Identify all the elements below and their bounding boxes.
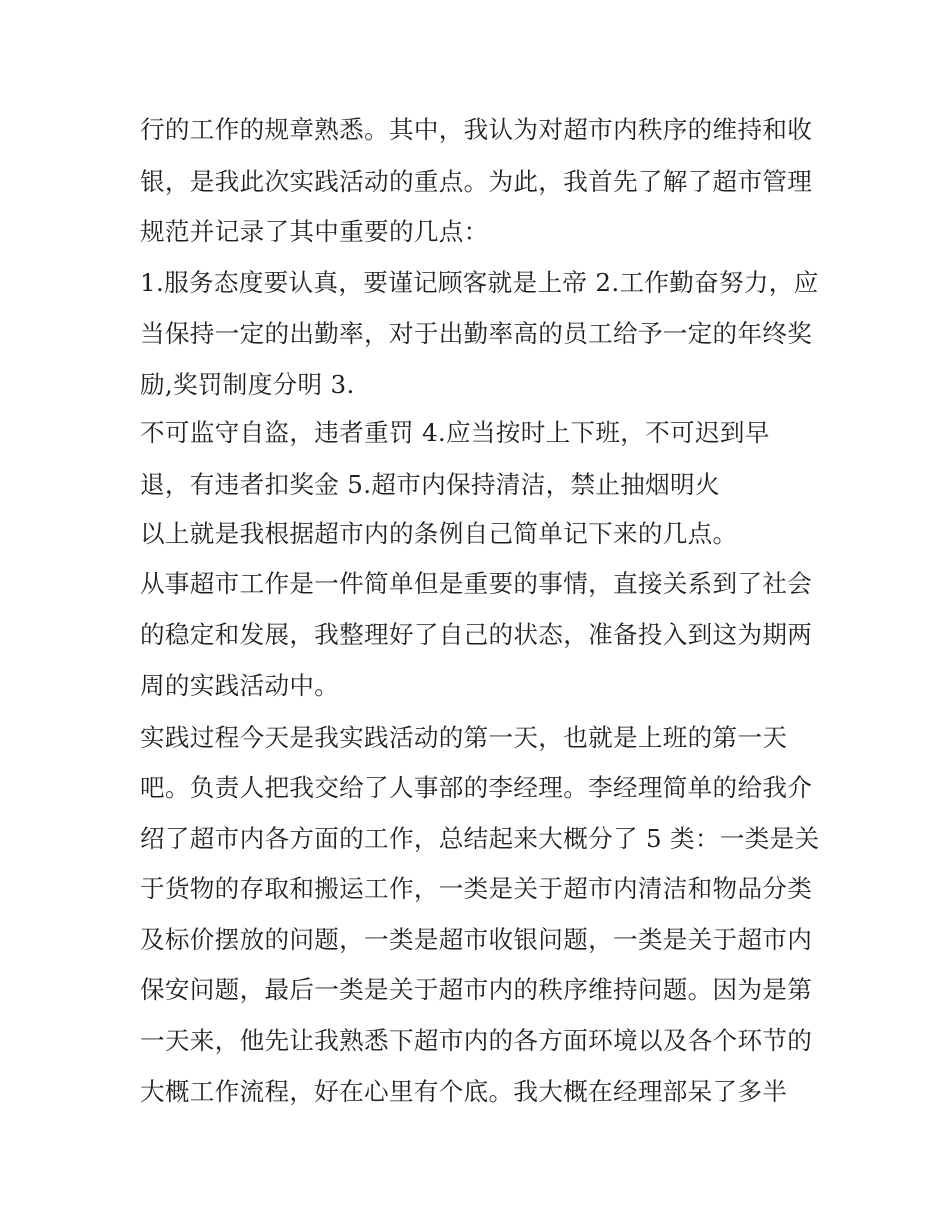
text-line: 一天来，他先让我熟悉下超市内的各方面环境以及各个环节的: [140, 1026, 813, 1055]
list-line: 励,奖罚制度分明 3.: [140, 370, 355, 399]
text-line: 行的工作的规章熟悉。其中，我认为对超市内秩序的维持和收: [140, 115, 813, 144]
text-line: 绍了超市内各方面的工作，总结起来大概分了 5 类：一类是关: [140, 824, 820, 853]
text-line: 于货物的存取和搬运工作，一类是关于超市内清洁和物品分类: [140, 874, 813, 903]
text-line: 大概工作流程，好在心里有个底。我大概在经理部呆了多半: [140, 1077, 788, 1106]
text-line: 的稳定和发展，我整理好了自己的状态，准备投入到这为期两: [140, 620, 813, 649]
list-line: 1.服务态度要认真，要谨记顾客就是上帝 2.工作勤奋努力，应: [140, 268, 819, 297]
text-line: 银，是我此次实践活动的重点。为此，我首先了解了超市管理: [140, 167, 813, 196]
text-line: 周的实践活动中。: [140, 671, 340, 700]
list-line: 当保持一定的出勤率，对于出勤率高的员工给予一定的年终奖: [140, 319, 813, 348]
text-line: 吧。负责人把我交给了人事部的李经理。李经理简单的给我介: [140, 773, 813, 802]
text-line: 以上就是我根据超市内的条例自己简单记下来的几点。: [140, 519, 738, 548]
text-line: 及标价摆放的问题，一类是超市收银问题，一类是关于超市内: [140, 925, 813, 954]
list-line: 退，有违者扣奖金 5.超市内保持清洁，禁止抽烟明火: [140, 470, 720, 499]
text-line: 实践过程今天是我实践活动的第一天，也就是上班的第一天: [140, 723, 788, 752]
text-line: 从事超市工作是一件简单但是重要的事情，直接关系到了社会: [140, 569, 813, 598]
list-line: 不可监守自盗，违者重罚 4.应当按时上下班，不可迟到早: [140, 418, 770, 447]
text-line: 规范并记录了其中重要的几点：: [140, 217, 489, 246]
text-line: 保安问题，最后一类是关于超市内的秩序维持问题。因为是第: [140, 975, 813, 1004]
